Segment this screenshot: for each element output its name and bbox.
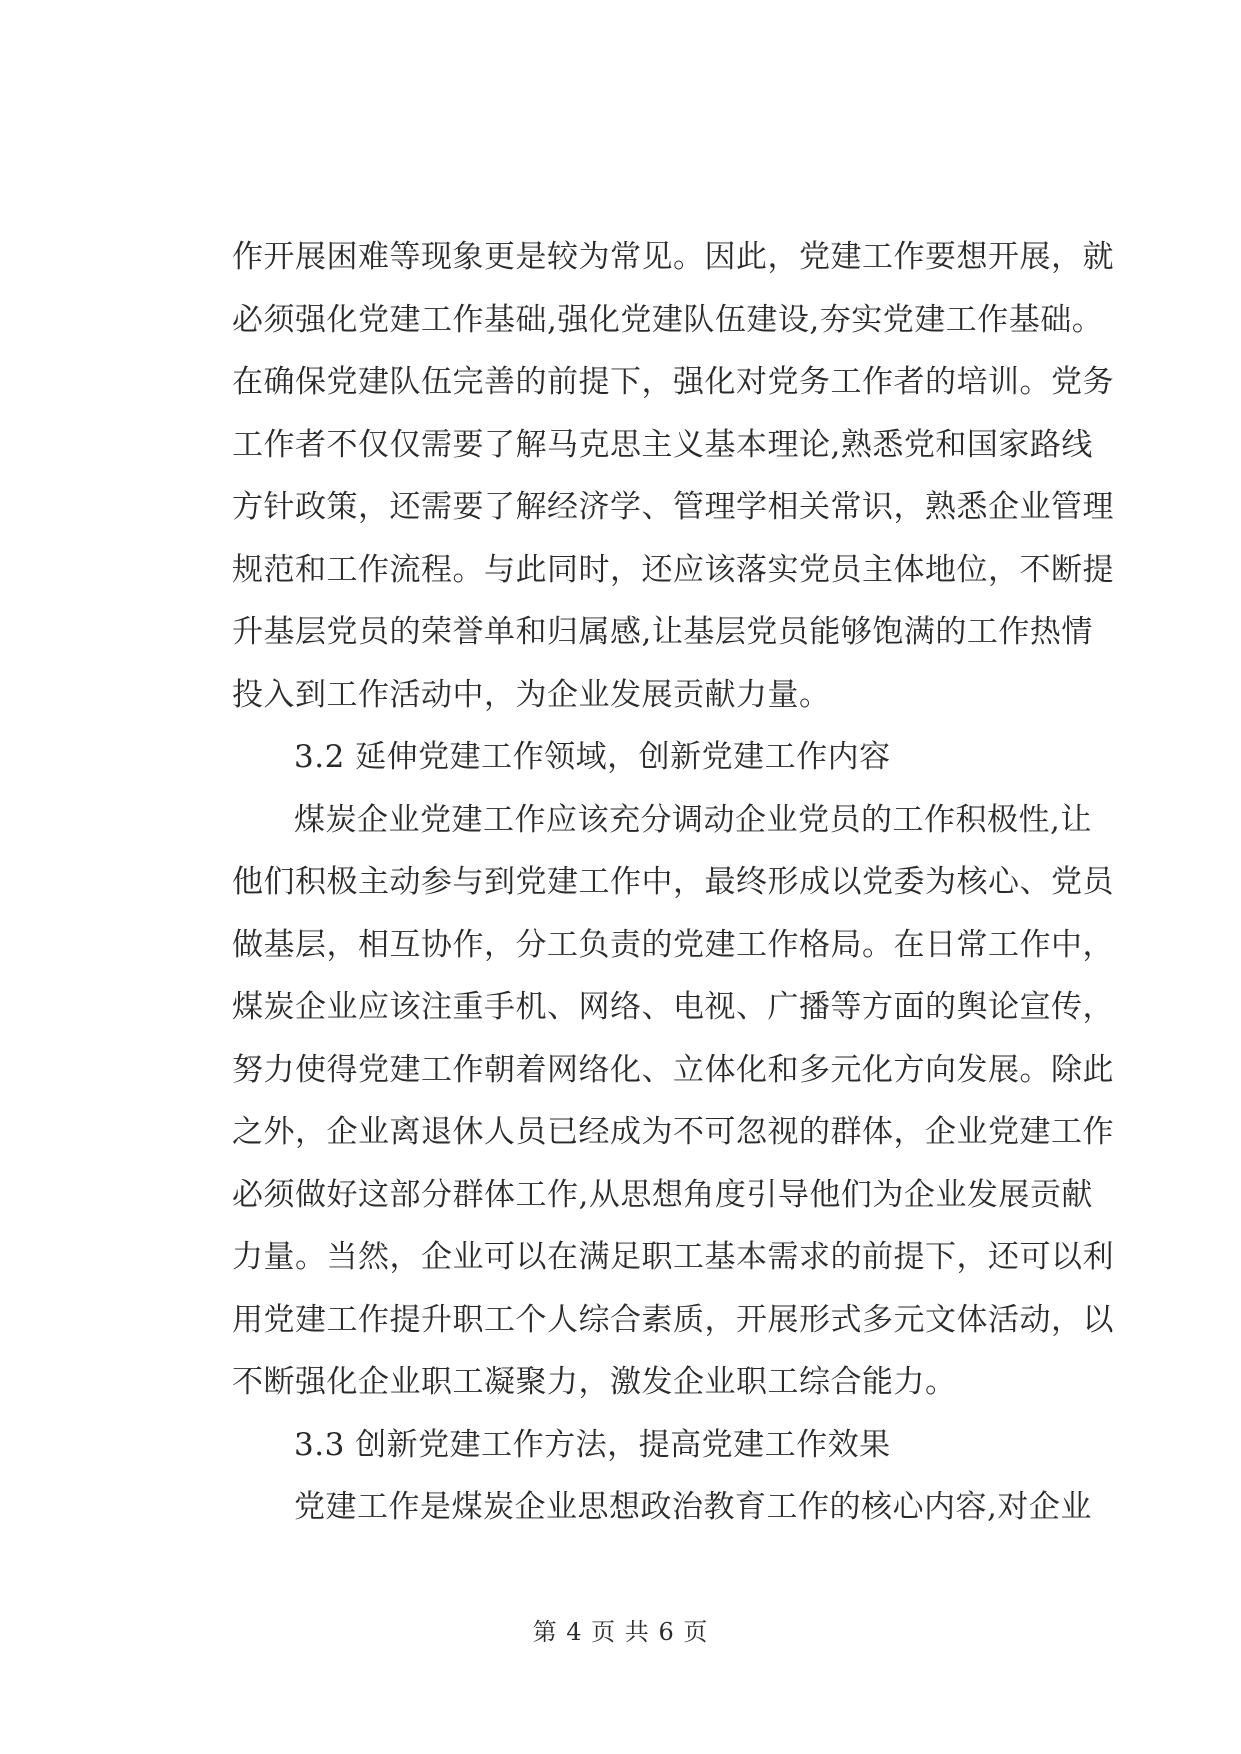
text-line: 党建工作是煤炭企业思想政治教育工作的核心内容,对企业 [294, 1489, 1092, 1525]
text-line: 用党建工作提升职工个人综合素质，开展形式多元文体活动，以 [232, 1301, 1114, 1338]
text-line: 不断强化企业职工凝聚力，激发企业职工综合能力。 [232, 1364, 957, 1400]
text-line: 工作者不仅仅需要了解马克思主义基本理论,熟悉党和国家路线 [232, 426, 1093, 463]
section-heading: 3.3 创新党建工作方法，提高党建工作效果 [294, 1426, 891, 1463]
text-line: 做基层，相互协作，分工负责的党建工作格局。在日常工作中， [232, 926, 1114, 963]
text-line: 必须强化党建工作基础,强化党建队伍建设,夯实党建工作基础。 [232, 301, 1104, 338]
document-body [232, 226, 1114, 1539]
page-footer: 第 4 页 共 6 页 [532, 1618, 709, 1646]
text-line: 方针政策，还需要了解经济学、管理学相关常识，熟悉企业管理 [232, 489, 1114, 525]
text-line: 他们积极主动参与到党建工作中，最终形成以党委为核心、党员 [232, 864, 1114, 900]
text-line: 之外，企业离退休人员已经成为不可忽视的群体，企业党建工作 [232, 1114, 1114, 1150]
text-line: 必须做好这部分群体工作,从思想角度引导他们为企业发展贡献 [232, 1176, 1093, 1213]
text-line: 规范和工作流程。与此同时，还应该落实党员主体地位，不断提 [232, 551, 1114, 588]
text-line: 投入到工作活动中，为企业发展贡献力量。 [232, 676, 831, 713]
text-line: 在确保党建队伍完善的前提下，强化对党务工作者的培训。党务 [232, 364, 1114, 400]
text-line: 煤炭企业党建工作应该充分调动企业党员的工作积极性,让 [294, 801, 1092, 838]
text-line: 努力使得党建工作朝着网络化、立体化和多元化方向发展。除此 [232, 1051, 1114, 1088]
text-line: 煤炭企业应该注重手机、网络、电视、广播等方面的舆论宣传， [232, 989, 1114, 1025]
text-line: 作开展困难等现象更是较为常见。因此，党建工作要想开展，就 [232, 239, 1114, 275]
text-line: 力量。当然，企业可以在满足职工基本需求的前提下，还可以利 [232, 1239, 1114, 1275]
text-line: 升基层党员的荣誉单和归属感,让基层党员能够饱满的工作热情 [232, 614, 1093, 650]
section-heading: 3.2 延伸党建工作领域，创新党建工作内容 [294, 739, 891, 775]
